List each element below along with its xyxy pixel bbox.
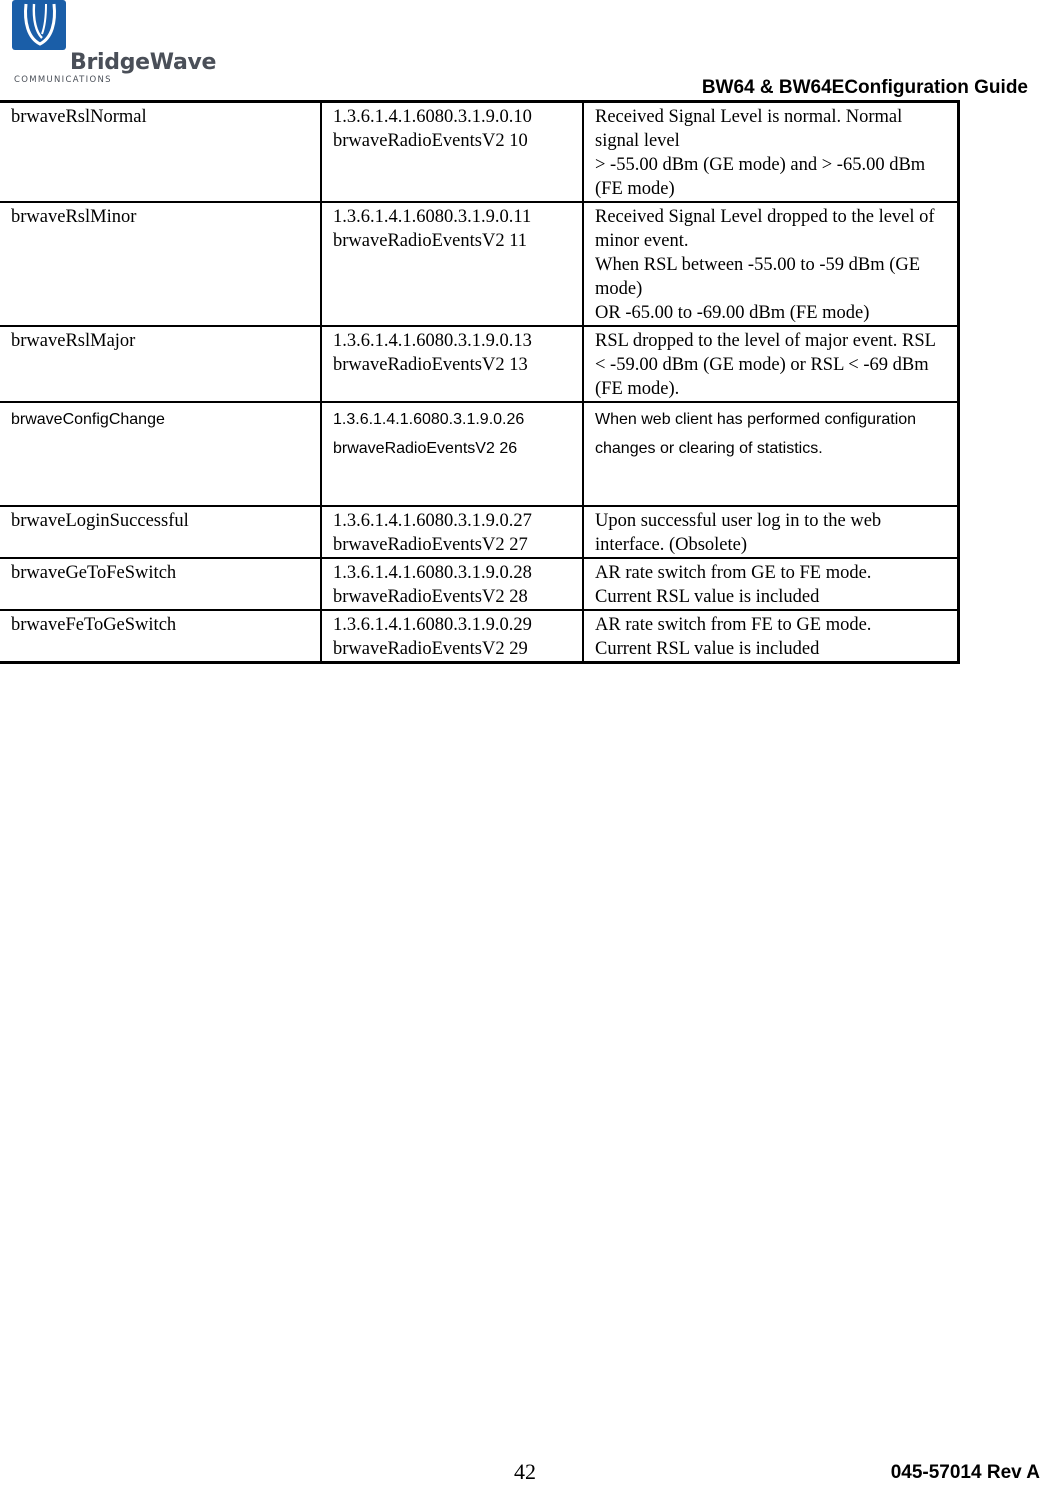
event-oid: 1.3.6.1.4.1.6080.3.1.9.0.27: [333, 511, 532, 531]
event-name-cell: [0, 326, 321, 402]
event-name: brwaveRslMajor: [11, 331, 136, 351]
table-row: [0, 102, 958, 203]
event-index: brwaveRadioEventsV2 26: [333, 440, 518, 457]
event-index: brwaveRadioEventsV2 11: [333, 231, 528, 251]
event-oid-cell: [321, 558, 583, 610]
table-row: [0, 558, 958, 610]
event-index: brwaveRadioEventsV2 13: [333, 355, 528, 375]
event-name: brwaveRslNormal: [11, 107, 147, 127]
event-description-line: Received Signal Level is normal. Normal signal level: [595, 107, 903, 151]
event-description-line: When web client has performed configuration changes or clearing of statistics.: [595, 411, 917, 457]
event-description-cell: [583, 610, 958, 663]
event-description-line: > -55.00 dBm (GE mode) and > -65.00 dBm (FE mode): [595, 155, 926, 199]
event-name: brwaveGeToFeSwitch: [11, 563, 177, 583]
event-oid-cell: [321, 402, 583, 506]
event-description-line: Current RSL value is included: [595, 587, 820, 607]
logo-wordmark: BridgeWave: [70, 50, 217, 75]
event-oid: 1.3.6.1.4.1.6080.3.1.9.0.29: [333, 615, 532, 635]
event-oid-cell: [321, 326, 583, 402]
event-oid: 1.3.6.1.4.1.6080.3.1.9.0.13: [333, 331, 532, 351]
table-row: [0, 610, 958, 663]
event-name: brwaveRslMinor: [11, 207, 137, 227]
event-name-cell: [0, 610, 321, 663]
table-row: [0, 402, 958, 506]
event-name-cell: [0, 402, 321, 506]
document-title: BW64 & BW64EConfiguration Guide: [701, 77, 1028, 98]
event-oid-cell: [321, 506, 583, 558]
event-description-cell: [583, 326, 958, 402]
event-name-cell: [0, 202, 321, 326]
logo-subtitle: COMMUNICATIONS: [14, 75, 112, 85]
event-oid: 1.3.6.1.4.1.6080.3.1.9.0.26: [333, 411, 525, 428]
event-description-cell: [583, 102, 958, 203]
event-index: brwaveRadioEventsV2 27: [333, 535, 528, 555]
event-description-cell: [583, 558, 958, 610]
bridgewave-logo-mark-icon: [12, 0, 66, 50]
event-description-cell: [583, 506, 958, 558]
event-description-cell: [583, 202, 958, 326]
event-oid-cell: [321, 202, 583, 326]
bridgewave-logo: [12, 0, 217, 92]
event-name-cell: [0, 558, 321, 610]
event-description-line: AR rate switch from GE to FE mode.: [595, 563, 872, 583]
table-row: [0, 326, 958, 402]
event-description-line: Current RSL value is included: [595, 639, 820, 659]
event-name: brwaveLoginSuccessful: [11, 511, 189, 531]
event-index: brwaveRadioEventsV2 10: [333, 131, 528, 151]
event-index: brwaveRadioEventsV2 29: [333, 639, 528, 659]
event-index: brwaveRadioEventsV2 28: [333, 587, 528, 607]
event-oid-cell: [321, 610, 583, 663]
event-description-cell: [583, 402, 958, 506]
event-description-line: When RSL between -55.00 to -59 dBm (GE mode): [595, 255, 921, 299]
page-number: 42: [514, 1459, 536, 1484]
event-description-line: Received Signal Level dropped to the level of minor event.: [595, 207, 935, 251]
trap-events-table: [0, 100, 960, 664]
event-name-cell: [0, 506, 321, 558]
event-oid-cell: [321, 102, 583, 203]
event-oid: 1.3.6.1.4.1.6080.3.1.9.0.11: [333, 207, 532, 227]
table-row: [0, 202, 958, 326]
event-name: brwaveFeToGeSwitch: [11, 615, 177, 635]
event-description-line: Upon successful user log in to the web interface. (Obsolete): [595, 511, 882, 555]
event-name-cell: [0, 102, 321, 203]
document-revision: 045-57014 Rev A: [890, 1462, 1040, 1483]
event-name: brwaveConfigChange: [11, 411, 165, 428]
event-description-line: OR -65.00 to -69.00 dBm (FE mode): [595, 303, 870, 323]
event-description-line: AR rate switch from FE to GE mode.: [595, 615, 872, 635]
event-oid: 1.3.6.1.4.1.6080.3.1.9.0.28: [333, 563, 532, 583]
table-row: [0, 506, 958, 558]
event-description-line: RSL dropped to the level of major event. RSL < -59.00 dBm (GE mode) or RSL < -69 dBm (FE mode).: [595, 331, 936, 399]
event-oid: 1.3.6.1.4.1.6080.3.1.9.0.10: [333, 107, 532, 127]
